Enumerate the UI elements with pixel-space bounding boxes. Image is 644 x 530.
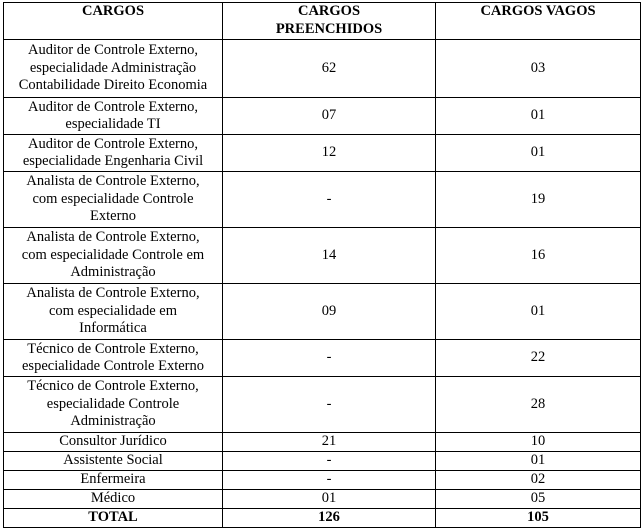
- preenchidos-cell: 01: [223, 490, 436, 509]
- cargo-name-cell: Consultor Jurídico: [4, 433, 223, 452]
- cargo-name-cell: Auditor de Controle Externo, especialidade TI: [4, 98, 223, 135]
- vagos-cell: 10: [436, 433, 641, 452]
- vagos-cell: 01: [436, 284, 641, 340]
- table-row: [4, 284, 641, 340]
- table-row: [4, 98, 641, 135]
- vagos-cell: 16: [436, 228, 641, 284]
- vagos-cell: 01: [436, 98, 641, 135]
- vagos-cell: 22: [436, 340, 641, 377]
- vagos-cell: 05: [436, 490, 641, 509]
- table-row: [4, 135, 641, 172]
- preenchidos-cell: 21: [223, 433, 436, 452]
- cargo-name-cell: Analista de Controle Externo, com especialidade em Informática: [4, 284, 223, 340]
- table-row: [4, 433, 641, 452]
- table-row: [4, 340, 641, 377]
- vagos-cell: 01: [436, 135, 641, 172]
- preenchidos-cell: 09: [223, 284, 436, 340]
- preenchidos-cell: -: [223, 452, 436, 471]
- preenchidos-cell: 12: [223, 135, 436, 172]
- cargo-name-cell: Assistente Social: [4, 452, 223, 471]
- table-row: [4, 471, 641, 490]
- cargo-name-cell: Analista de Controle Externo, com especialidade Controle em Administração: [4, 228, 223, 284]
- header-row: [4, 3, 641, 40]
- vagos-cell: 02: [436, 471, 641, 490]
- table-row: [4, 172, 641, 228]
- cargo-name-cell: Analista de Controle Externo, com especialidade Controle Externo: [4, 172, 223, 228]
- cargo-name-cell: Auditor de Controle Externo, especialidade Engenharia Civil: [4, 135, 223, 172]
- cargo-name-cell: Médico: [4, 490, 223, 509]
- total-preenchidos: 126: [223, 509, 436, 528]
- total-label: TOTAL: [4, 509, 223, 528]
- vagos-cell: 01: [436, 452, 641, 471]
- cargos-table: [3, 2, 641, 528]
- total-row: [4, 509, 641, 528]
- preenchidos-cell: -: [223, 172, 436, 228]
- vagos-cell: 19: [436, 172, 641, 228]
- table-row: [4, 40, 641, 98]
- table-row: [4, 377, 641, 433]
- preenchidos-cell: -: [223, 377, 436, 433]
- header-vagos: CARGOS VAGOS: [436, 3, 641, 40]
- preenchidos-cell: 14: [223, 228, 436, 284]
- preenchidos-cell: 07: [223, 98, 436, 135]
- vagos-cell: 03: [436, 40, 641, 98]
- preenchidos-cell: -: [223, 340, 436, 377]
- header-preenchidos: CARGOS PREENCHIDOS: [223, 3, 436, 40]
- cargo-name-cell: Enfermeira: [4, 471, 223, 490]
- table-row: [4, 490, 641, 509]
- cargo-name-cell: Técnico de Controle Externo, especialidade Controle Externo: [4, 340, 223, 377]
- vagos-cell: 28: [436, 377, 641, 433]
- table-row: [4, 452, 641, 471]
- preenchidos-cell: -: [223, 471, 436, 490]
- preenchidos-cell: 62: [223, 40, 436, 98]
- cargo-name-cell: Técnico de Controle Externo, especialidade Controle Administração: [4, 377, 223, 433]
- total-vagos: 105: [436, 509, 641, 528]
- header-cargos: CARGOS: [4, 3, 223, 40]
- cargo-name-cell: Auditor de Controle Externo, especialidade Administração Contabilidade Direito Economia: [4, 40, 223, 98]
- table-row: [4, 228, 641, 284]
